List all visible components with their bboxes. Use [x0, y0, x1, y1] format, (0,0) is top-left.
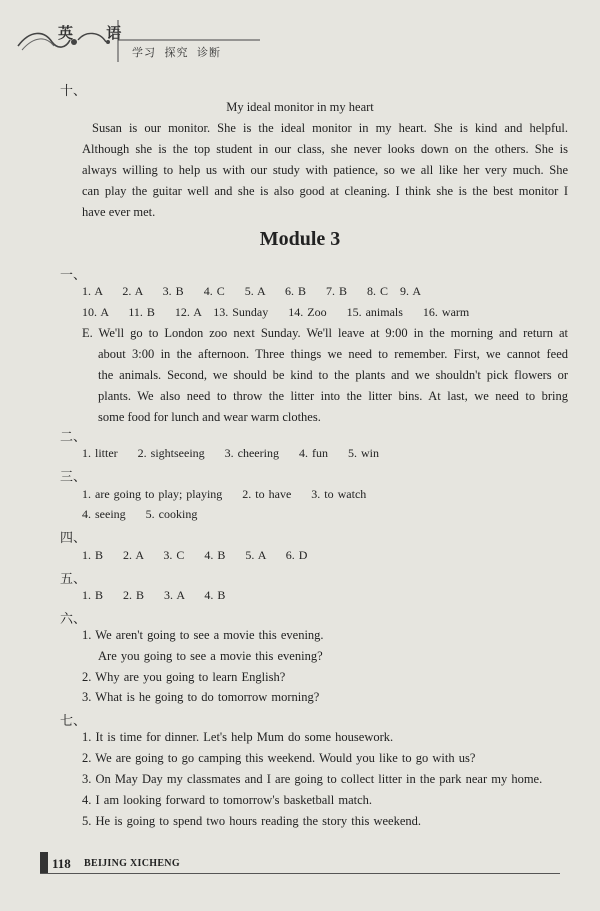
answer-row: 1. litter 2. sightseeing 3. cheering 4. fun 5. win	[82, 446, 379, 460]
passage-line: some food for lunch and wear warm clothes.	[98, 410, 321, 424]
essay-line: can play the guitar well and she is also good at cleaning. I think she is the best monitor I	[82, 184, 568, 198]
answer-row: 1. are going to play; playing 2. to have 3. to watch	[82, 487, 367, 501]
sentence-line: 2. Why are you going to learn English?	[82, 670, 286, 684]
section-marker-3: 三、	[60, 470, 87, 485]
answer-row: 1. A 2. A 3. B 4. C 5. A 6. B 7. B 8. C 9. A	[82, 284, 422, 298]
essay-title: My ideal monitor in my heart	[226, 100, 374, 114]
footer-bar	[40, 852, 48, 874]
sentence-line: 4. I am looking forward to tomorrow's basketball match.	[82, 793, 373, 807]
essay-line: Although she is the top student in our class, she never looks down on the others. She is	[82, 142, 568, 156]
module-title: Module 3	[259, 228, 341, 250]
essay-line: have ever met.	[82, 205, 156, 219]
page-number: 118	[52, 856, 71, 871]
section-marker-1: 一、	[60, 268, 87, 283]
section-marker-7: 七、	[60, 714, 87, 729]
passage-line: plants. We also need to throw the litter into the litter bins. At last, we need to bring	[98, 389, 568, 403]
sentence-line: 2. We are going to go camping this weekend. Would you like to go with us?	[82, 751, 476, 765]
sentence-line: 3. On May Day my classmates and I are going to collect litter in the park near my home.	[82, 772, 543, 786]
essay-line: Susan is our monitor. She is the ideal monitor in my heart. She is kind and helpful.	[92, 121, 568, 135]
essay-line: always willing to help us with our study with patience, so we all like her very much. She	[82, 163, 568, 177]
passage-line: E. We'll go to London zoo next Sunday. We'll leave at 9:00 in the morning and return at	[82, 326, 568, 340]
passage-line: the animals. Second, we should be kind to the plants and we shouldn't pick flowers or	[98, 368, 568, 382]
sentence-line: 5. He is going to spend two hours reading the story this weekend.	[82, 814, 422, 828]
section-marker-5: 五、	[60, 572, 87, 587]
passage-line: about 3:00 in the afternoon. Three things we need to remember. First, we cannot feed	[98, 347, 568, 361]
answer-row: 10. A 11. B 12. A 13. Sunday 14. Zoo 15. animals 16. warm	[82, 305, 470, 319]
section-marker-10: 十、	[60, 84, 87, 99]
answer-row: 4. seeing 5. cooking	[82, 507, 198, 521]
sentence-line: Are you going to see a movie this evening?	[98, 649, 323, 663]
sentence-line: 3. What is he going to do tomorrow morning?	[82, 690, 320, 704]
page-header	[0, 0, 600, 70]
header-subtitle: 学习 探究 诊断	[132, 46, 221, 59]
footer-rule	[40, 873, 560, 874]
section-marker-6: 六、	[60, 612, 87, 627]
header-rule	[0, 0, 600, 70]
publisher-name: BEIJING XICHENG	[84, 858, 180, 869]
section-marker-2: 二、	[60, 430, 87, 445]
answer-row: 1. B 2. A 3. C 4. B 5. A 6. D	[82, 548, 308, 562]
sentence-line: 1. We aren't going to see a movie this evening.	[82, 628, 324, 642]
sentence-line: 1. It is time for dinner. Let's help Mum do some housework.	[82, 730, 394, 744]
answer-row: 1. B 2. B 3. A 4. B	[82, 588, 226, 602]
section-marker-4: 四、	[60, 531, 87, 546]
subject-title: 英 语	[58, 24, 136, 42]
